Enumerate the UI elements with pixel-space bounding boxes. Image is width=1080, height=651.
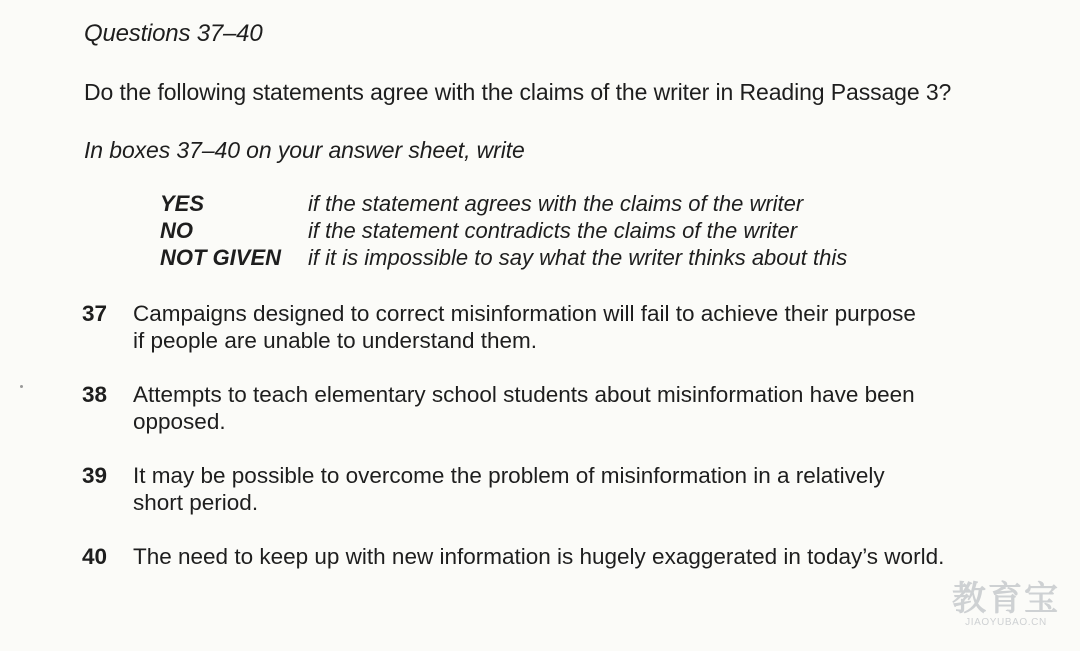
question-text-line: Campaigns designed to correct misinformation will fail to achieve their purpose xyxy=(133,301,916,326)
section-heading: Questions 37–40 xyxy=(84,20,263,47)
legend-description: if the statement agrees with the claims of the writer xyxy=(308,191,804,216)
question-text-line: Attempts to teach elementary school students about misinformation have been xyxy=(133,382,915,407)
watermark-brand: 教育宝 xyxy=(952,580,1060,618)
question-number: 37 xyxy=(82,301,108,326)
subinstruction-text: In boxes 37–40 on your answer sheet, write xyxy=(84,137,525,163)
legend-key: NO xyxy=(160,218,193,243)
question-text xyxy=(133,543,973,570)
instruction-text: Do the following statements agree with the claims of the writer in Reading Passage 3? xyxy=(84,79,952,105)
question-text xyxy=(133,300,973,354)
question-number: 40 xyxy=(82,544,108,569)
question-text-line: opposed. xyxy=(133,409,226,434)
watermark-domain: JIAOYUBAO.CN xyxy=(965,617,1047,628)
legend-description: if it is impossible to say what the writer thinks about this xyxy=(308,245,848,270)
legend-key: YES xyxy=(160,191,205,216)
question-number: 38 xyxy=(82,382,108,407)
question-text-line: if people are unable to understand them. xyxy=(133,328,538,353)
question-text xyxy=(133,381,973,435)
watermark-logo xyxy=(952,581,1060,629)
question-number: 39 xyxy=(82,463,108,488)
legend-description: if the statement contradicts the claims of the writer xyxy=(308,218,798,243)
question-text-line: short period. xyxy=(133,490,259,515)
legend-key: NOT GIVEN xyxy=(160,245,282,270)
question-text-line: It may be possible to overcome the problem of misinformation in a relatively xyxy=(133,463,885,488)
scan-speck xyxy=(20,385,23,388)
question-text-line: The need to keep up with new information is hugely exaggerated in today’s world. xyxy=(133,544,945,569)
question-text xyxy=(133,462,973,516)
